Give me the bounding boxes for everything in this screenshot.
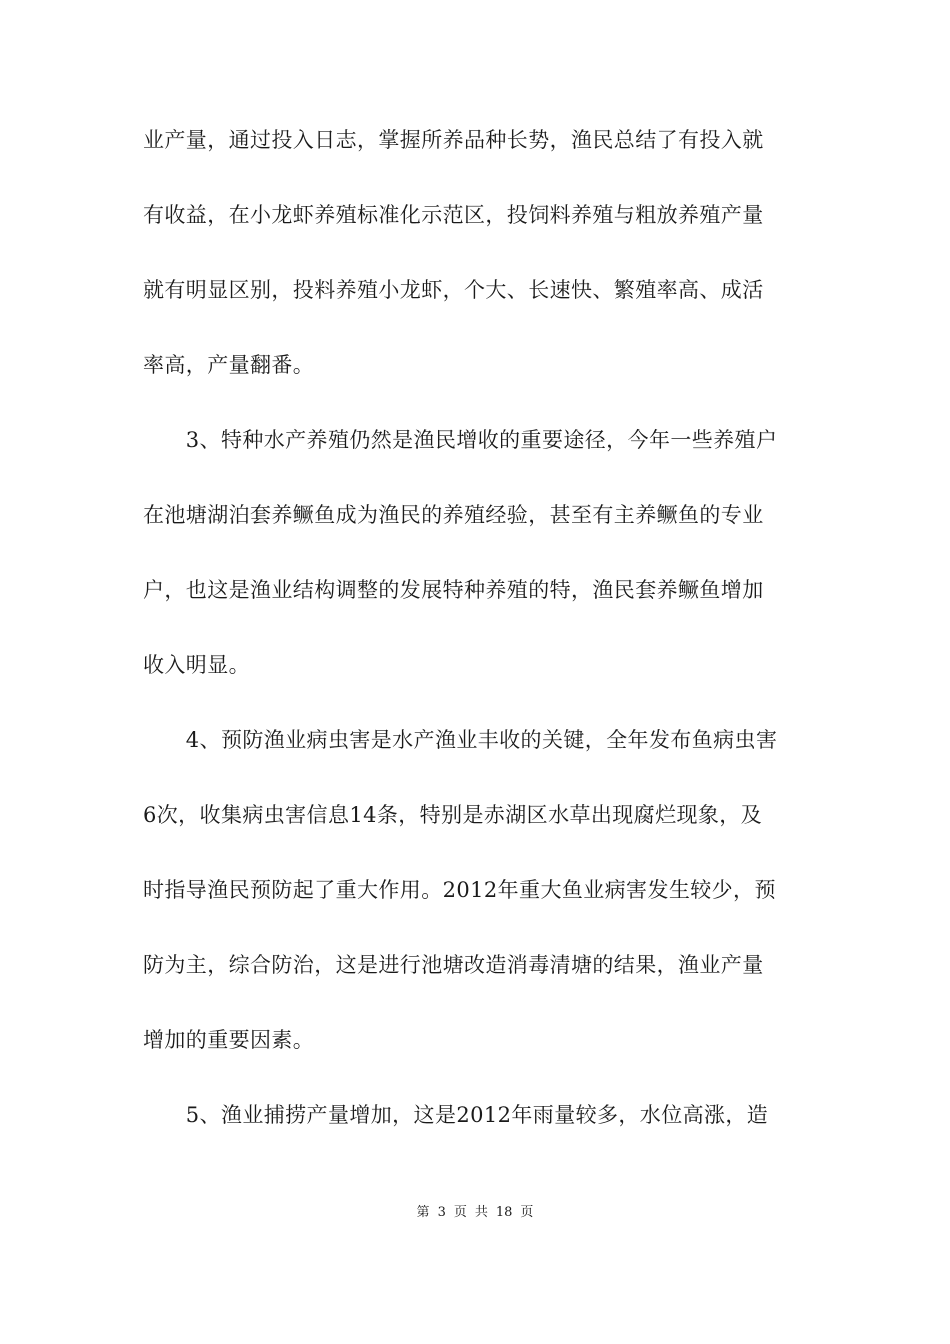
text-line: 就有明显区别，投料养殖小龙虾，个大、长速快、繁殖率高、成活 <box>143 278 764 302</box>
text-line: 3、特种水产养殖仍然是渔民增收的重要途径，今年一些养殖户 <box>143 428 778 452</box>
text-line: 防为主，综合防治，这是进行池塘改造消毒清塘的结果，渔业产量 <box>143 953 764 977</box>
footer-total-unit: 页 <box>520 1205 534 1220</box>
text-line: 时指导渔民预防起了重大作用。2012年重大鱼业病害发生较少，预 <box>143 878 776 902</box>
footer-page-unit: 页 <box>453 1205 467 1220</box>
page-footer <box>0 1203 950 1223</box>
current-page-number: 3 <box>437 1205 446 1220</box>
text-line: 户，也这是渔业结构调整的发展特种养殖的特，渔民套养鳜鱼增加 <box>143 578 764 602</box>
footer-page-label: 第 <box>416 1205 430 1220</box>
text-line: 6次，收集病虫害信息14条，特别是赤湖区水草出现腐烂现象，及 <box>143 803 763 827</box>
text-line: 收入明显。 <box>143 653 250 677</box>
text-line: 率高，产量翻番。 <box>143 353 315 377</box>
footer-total-label: 共 <box>474 1205 488 1220</box>
text-line: 业产量，通过投入日志，掌握所养品种长势，渔民总结了有投入就 <box>143 128 764 152</box>
text-line: 增加的重要因素。 <box>143 1028 315 1052</box>
total-pages-number: 18 <box>495 1205 513 1220</box>
text-line: 在池塘湖泊套养鳜鱼成为渔民的养殖经验，甚至有主养鳜鱼的专业 <box>143 503 764 527</box>
text-line: 5、渔业捕捞产量增加，这是2012年雨量较多，水位高涨，造 <box>143 1103 769 1127</box>
text-line: 有收益，在小龙虾养殖标准化示范区，投饲料养殖与粗放养殖产量 <box>143 203 764 227</box>
text-line: 4、预防渔业病虫害是水产渔业丰收的关键，全年发布鱼病虫害 <box>143 728 778 752</box>
